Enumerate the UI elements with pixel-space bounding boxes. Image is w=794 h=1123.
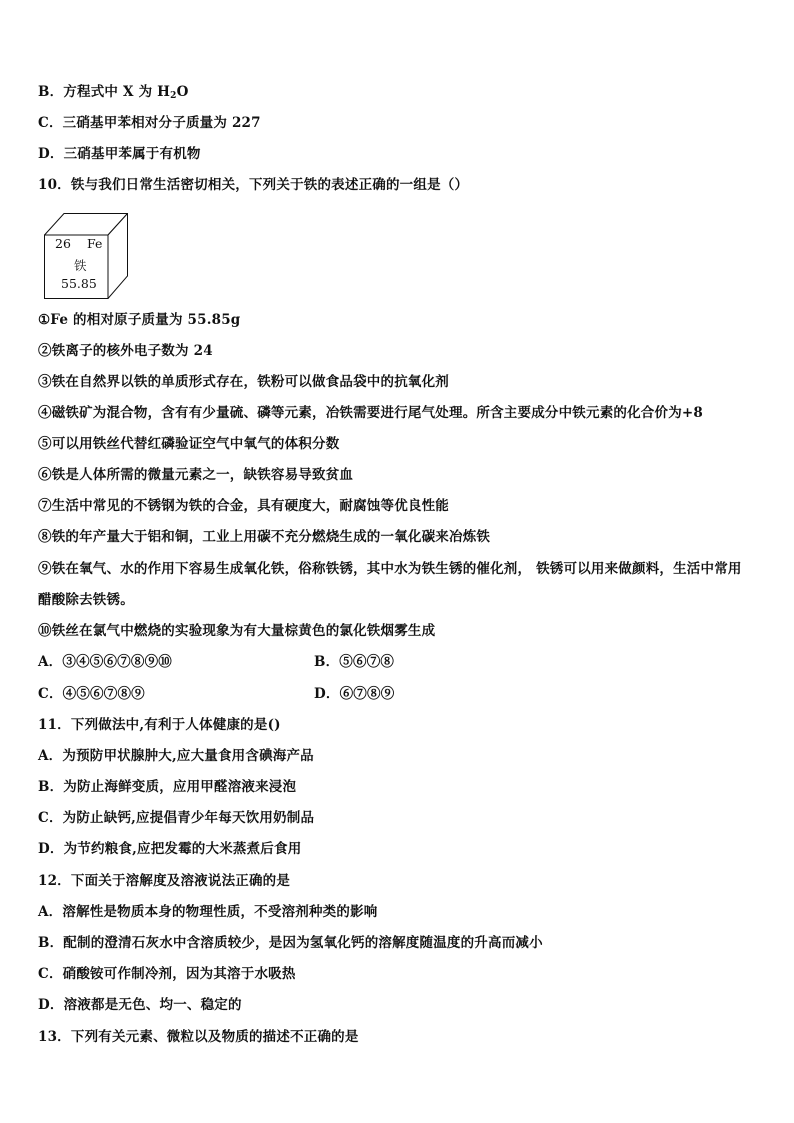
q11-option-b: B．为防止海鲜变质，应用甲醛溶液来浸泡 xyxy=(38,779,297,795)
question-13: 13．下列有关元素、微粒以及物质的描述不正确的是 xyxy=(38,1029,359,1045)
q10-option-a: A．③④⑤⑥⑦⑧⑨⑩ xyxy=(38,654,172,670)
subscript: 2 xyxy=(170,91,177,101)
atomic-mass: 55.85 xyxy=(61,276,97,291)
q9-option-b-text-end: O xyxy=(176,84,189,100)
q10-option-c: C．④⑤⑥⑦⑧⑨ xyxy=(38,686,145,702)
iron-element-cell xyxy=(44,213,128,299)
q9-option-b xyxy=(38,83,189,101)
statement-8: ⑧铁的年产量大于铝和铜，工业上用碳不充分燃烧生成的一氧化碳来冶炼铁 xyxy=(38,529,491,545)
statement-9-line-2: 醋酸除去铁锈。 xyxy=(38,592,134,608)
statement-5: ⑤可以用铁丝代替红磷验证空气中氧气的体积分数 xyxy=(38,436,340,452)
q10-option-d: D．⑥⑦⑧⑨ xyxy=(314,686,395,702)
atomic-number: 26 xyxy=(55,236,71,251)
q11-option-a: A．为预防甲状腺肿大,应大量食用含碘海产品 xyxy=(38,748,314,764)
statement-10: ⑩铁丝在氯气中燃烧的实验现象为有大量棕黄色的氯化铁烟雾生成 xyxy=(38,623,436,639)
statement-1: ①Fe 的相对原子质量为 55.85g xyxy=(38,312,241,328)
statement-9-line-1: ⑨铁在氧气、水的作用下容易生成氧化铁，俗称铁锈，其中水为铁生锈的催化剂， 铁锈可以用来做颜料，生活中常用 xyxy=(38,561,742,577)
statement-3: ③铁在自然界以铁的单质形式存在，铁粉可以做食品袋中的抗氧化剂 xyxy=(38,374,449,390)
q11-option-d: D．为节约粮食,应把发霉的大米蒸煮后食用 xyxy=(38,841,302,857)
statement-6: ⑥铁是人体所需的微量元素之一，缺铁容易导致贫血 xyxy=(38,467,354,483)
question-12: 12．下面关于溶解度及溶液说法正确的是 xyxy=(38,873,291,889)
statement-2: ②铁离子的核外电子数为 24 xyxy=(38,343,213,359)
question-10: 10．铁与我们日常生活密切相关，下列关于铁的表述正确的一组是（） xyxy=(38,177,469,193)
q9-option-b-text: B．方程式中 X 为 H xyxy=(38,84,171,100)
q12-option-c: C．硝酸铵可作制冷剂，因为其溶于水吸热 xyxy=(38,966,296,982)
statement-4: ④磁铁矿为混合物，含有有少量硫、磷等元素，冶铁需要进行尾气处理。所含主要成分中铁元素的化合价为+8 xyxy=(38,405,704,421)
element-symbol: Fe xyxy=(87,236,103,251)
question-11: 11．下列做法中,有利于人体健康的是() xyxy=(38,717,281,733)
element-name: 铁 xyxy=(74,258,87,273)
q9-option-d: D．三硝基甲苯属于有机物 xyxy=(38,146,201,162)
q11-option-c: C．为防止缺钙,应提倡青少年每天饮用奶制品 xyxy=(38,810,315,826)
statement-7: ⑦生活中常见的不锈钢为铁的合金，具有硬度大，耐腐蚀等优良性能 xyxy=(38,498,449,514)
q12-option-d: D．溶液都是无色、均一、稳定的 xyxy=(38,997,242,1013)
q12-option-a: A．溶解性是物质本身的物理性质，不受溶剂种类的影响 xyxy=(38,904,378,920)
q9-option-c: C．三硝基甲苯相对分子质量为 227 xyxy=(38,115,261,131)
q10-option-b: B．⑤⑥⑦⑧ xyxy=(314,654,395,670)
q12-option-b: B．配制的澄清石灰水中含溶质较少，是因为氢氧化钙的溶解度随温度的升高而减小 xyxy=(38,935,543,951)
